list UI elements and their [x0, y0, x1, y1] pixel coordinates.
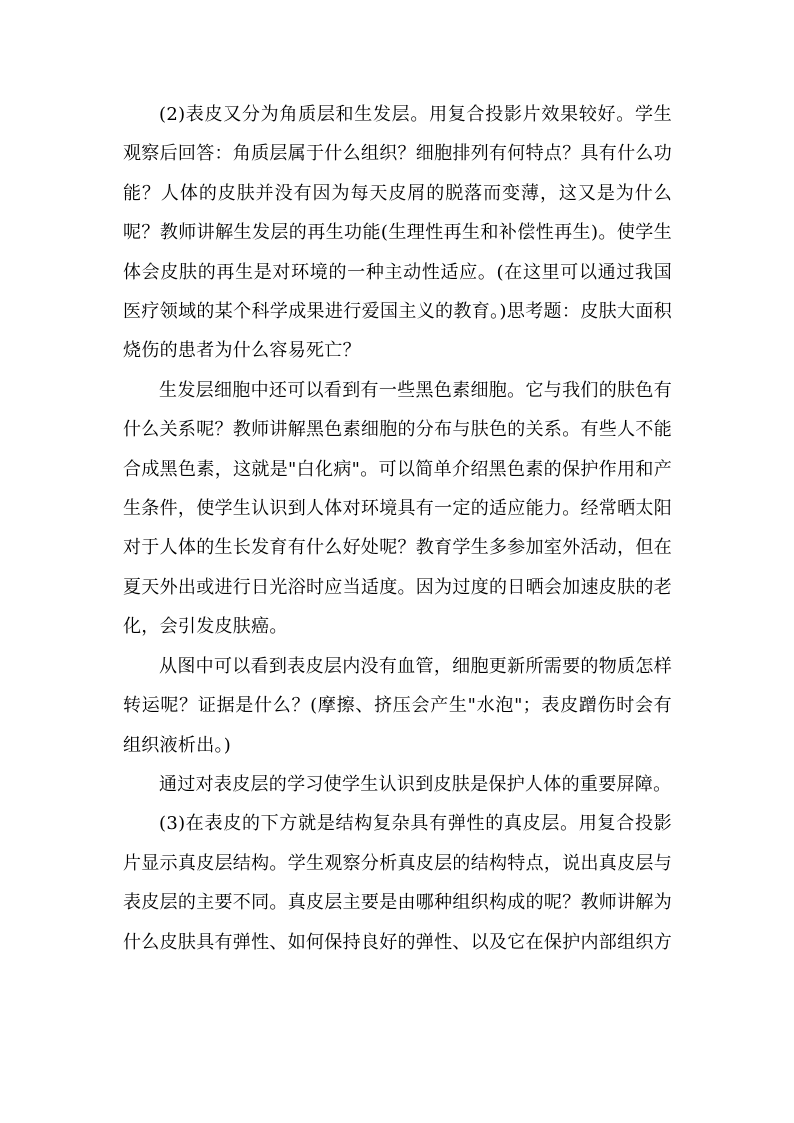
paragraph-epidermis-layers: (2)表皮又分为角质层和生发层。用复合投影片效果较好。学生观察后回答：角质层属于什么组织？细胞排列有何特点？具有什么功能？人体的皮肤并没有因为每天皮屑的脱落而变薄，这又是为什么呢？教师讲解生发层的再生功能(生理性再生和补偿性再生)。使学生体会皮肤的再生是对环境的一种主动性适应。(在这里可以通过我国医疗领域的某个科学成果进行爱国主义的教育。)思考题：皮肤大面积烧伤的患者为什么容易死亡？: [123, 104, 672, 362]
paragraph-dermis: (3)在表皮的下方就是结构复杂具有弹性的真皮层。用复合投影片显示真皮层结构。学生观察分析真皮层的结构特点，说出真皮层与表皮层的主要不同。真皮层主要是由哪种组织构成的呢？教师讲解为什么皮肤具有弹性、如何保持良好的弹性、以及它在保护内部组织方: [123, 813, 672, 953]
paragraph-no-blood-vessels: 从图中可以看到表皮层内没有血管，细胞更新所需要的物质怎样转运呢？证据是什么？(摩擦、挤压会产生"水泡"；表皮蹭伤时会有组织液析出。): [123, 655, 672, 756]
paragraph-melanocytes: 生发层细胞中还可以看到有一些黑色素细胞。它与我们的肤色有什么关系呢？教师讲解黑色素细胞的分布与肤色的关系。有些人不能合成黑色素，这就是"白化病"。可以简单介绍黑色素的保护作用和产生条件，使学生认识到人体对环境具有一定的适应能力。经常晒太阳对于人体的生长发育有什么好处呢？教育学生多参加室外活动，但在夏天外出或进行日光浴时应当适度。因为过度的日晒会加速皮肤的老化，会引发皮肤癌。: [123, 379, 672, 638]
document-body: [123, 95, 672, 962]
paragraph-protective-barrier: 通过对表皮层的学习使学生认识到皮肤是保护人体的重要屏障。: [159, 773, 672, 795]
